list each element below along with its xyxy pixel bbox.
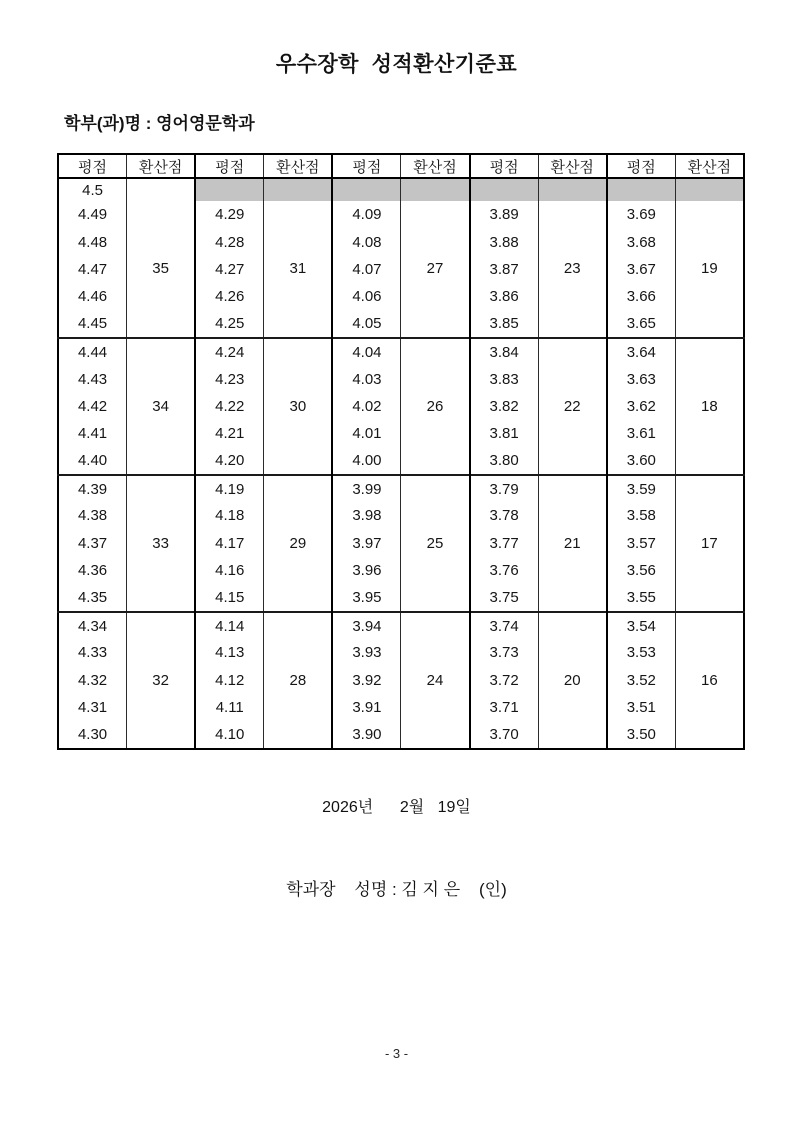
gpa-cell: 4.38 bbox=[77, 507, 108, 525]
date-line: 2026년 2월 19일 bbox=[322, 798, 471, 816]
shaded-cell bbox=[675, 178, 744, 201]
gpa-cell: 3.77 bbox=[470, 530, 539, 557]
gpa-cell: 4.04 bbox=[332, 338, 401, 365]
gpa-cell: 4.10 bbox=[195, 721, 264, 748]
gpa-cell: 4.13 bbox=[195, 639, 264, 666]
gpa-cell: 3.76 bbox=[470, 557, 539, 584]
gpa-cell: 3.54 bbox=[607, 612, 676, 639]
shaded-cell bbox=[538, 178, 607, 201]
gpa-cell: 4.32 bbox=[77, 671, 108, 689]
gpa-cell: 3.57 bbox=[607, 530, 676, 557]
score-cell: 31 bbox=[264, 201, 333, 338]
gpa-cell: 3.60 bbox=[607, 448, 676, 475]
gpa-cell: 3.50 bbox=[607, 721, 676, 748]
table-row bbox=[58, 612, 744, 639]
gpa-cell: 3.89 bbox=[470, 201, 539, 228]
gpa-cell: 3.87 bbox=[470, 256, 539, 283]
gpa-cell: 4.49 bbox=[77, 206, 108, 224]
gpa-cell: 3.58 bbox=[607, 502, 676, 529]
score-cell: 34 bbox=[127, 338, 196, 475]
score-cell: 17 bbox=[675, 475, 744, 612]
gpa-cell: 4.09 bbox=[332, 201, 401, 228]
shaded-cell bbox=[401, 178, 470, 201]
page-title: 우수장학 성적환산기준표 bbox=[275, 53, 518, 76]
shaded-cell bbox=[607, 178, 676, 201]
header-gpa: 평점 bbox=[332, 154, 401, 178]
gpa-cell: 4.33 bbox=[77, 644, 108, 662]
table-row bbox=[58, 201, 744, 228]
gpa-cell: 3.63 bbox=[607, 365, 676, 392]
score-cell bbox=[127, 178, 196, 201]
page-number: - 3 - bbox=[384, 1046, 409, 1061]
gpa-cell: 4.22 bbox=[195, 393, 264, 420]
gpa-cell: 3.68 bbox=[607, 228, 676, 255]
score-cell: 29 bbox=[264, 475, 333, 612]
gpa-cell: 4.44 bbox=[58, 338, 127, 365]
gpa-cell: 4.28 bbox=[195, 228, 264, 255]
gpa-cell: 3.67 bbox=[607, 256, 676, 283]
table-row bbox=[58, 338, 744, 365]
gpa-cell: 4.45 bbox=[77, 315, 108, 333]
table-row-top bbox=[58, 178, 744, 201]
gpa-cell: 4.30 bbox=[77, 726, 108, 744]
score-cell: 21 bbox=[538, 475, 607, 612]
gpa-cell: 4.19 bbox=[195, 475, 264, 502]
gpa-cell: 4.43 bbox=[77, 370, 108, 388]
header-score: 환산점 bbox=[538, 154, 607, 178]
table-body bbox=[58, 178, 744, 749]
header-gpa: 평점 bbox=[607, 154, 676, 178]
department-label: 학부(과)명 : 영어영문학과 bbox=[64, 114, 255, 133]
score-cell: 35 bbox=[127, 201, 196, 338]
gpa-cell: 3.61 bbox=[607, 420, 676, 447]
gpa-cell: 3.51 bbox=[607, 694, 676, 721]
gpa-cell: 3.74 bbox=[470, 612, 539, 639]
gpa-cell: 3.82 bbox=[470, 393, 539, 420]
gpa-cell: 3.98 bbox=[332, 502, 401, 529]
score-cell: 23 bbox=[538, 201, 607, 338]
header-gpa: 평점 bbox=[58, 154, 127, 178]
gpa-cell: 3.88 bbox=[470, 228, 539, 255]
gpa-cell: 4.23 bbox=[195, 365, 264, 392]
gpa-cell: 3.86 bbox=[470, 283, 539, 310]
gpa-cell: 3.94 bbox=[332, 612, 401, 639]
gpa-cell: 3.79 bbox=[470, 475, 539, 502]
gpa-cell: 3.93 bbox=[332, 639, 401, 666]
gpa-cell: 3.64 bbox=[607, 338, 676, 365]
gpa-cell: 4.34 bbox=[58, 612, 127, 639]
score-cell: 19 bbox=[675, 201, 744, 338]
score-cell: 18 bbox=[675, 338, 744, 475]
gpa-cell: 4.42 bbox=[77, 397, 108, 415]
gpa-cell: 3.65 bbox=[607, 311, 676, 338]
gpa-cell: 4.12 bbox=[195, 667, 264, 694]
gpa-cell: 4.29 bbox=[195, 201, 264, 228]
gpa-cell: 4.46 bbox=[77, 288, 108, 306]
gpa-cell: 4.25 bbox=[195, 311, 264, 338]
gpa-cell: 4.14 bbox=[195, 612, 264, 639]
gpa-cell: 4.39 bbox=[58, 475, 127, 502]
gpa-cell: 4.07 bbox=[332, 256, 401, 283]
score-cell: 16 bbox=[675, 612, 744, 749]
score-cell: 22 bbox=[538, 338, 607, 475]
gpa-cell: 3.75 bbox=[470, 584, 539, 611]
gpa-cell: 4.16 bbox=[195, 557, 264, 584]
score-cell: 27 bbox=[401, 201, 470, 338]
score-cell: 24 bbox=[401, 612, 470, 749]
gpa-cell: 4.47 bbox=[77, 260, 108, 278]
gpa-cell: 3.56 bbox=[607, 557, 676, 584]
table-row bbox=[58, 475, 744, 502]
gpa-cell: 3.62 bbox=[607, 393, 676, 420]
header-score: 환산점 bbox=[127, 154, 196, 178]
gpa-cell: 3.99 bbox=[332, 475, 401, 502]
gpa-cell: 3.80 bbox=[470, 448, 539, 475]
header-gpa: 평점 bbox=[195, 154, 264, 178]
gpa-cell: 4.41 bbox=[77, 425, 108, 443]
gpa-cell: 3.59 bbox=[607, 475, 676, 502]
header-gpa: 평점 bbox=[470, 154, 539, 178]
score-cell: 33 bbox=[127, 475, 196, 612]
gpa-cell: 3.83 bbox=[470, 365, 539, 392]
gpa-cell: 4.27 bbox=[195, 256, 264, 283]
gpa-cell: 4.24 bbox=[195, 338, 264, 365]
gpa-cell: 4.37 bbox=[77, 534, 108, 552]
score-cell: 30 bbox=[264, 338, 333, 475]
gpa-cell: 3.73 bbox=[470, 639, 539, 666]
gpa-cell: 4.05 bbox=[332, 311, 401, 338]
gpa-cell: 4.06 bbox=[332, 283, 401, 310]
gpa-cell: 3.78 bbox=[470, 502, 539, 529]
gpa-cell: 3.96 bbox=[332, 557, 401, 584]
score-cell: 20 bbox=[538, 612, 607, 749]
gpa-cell: 3.70 bbox=[470, 721, 539, 748]
gpa-cell: 3.66 bbox=[607, 283, 676, 310]
gpa-cell: 3.52 bbox=[607, 667, 676, 694]
gpa-cell: 4.40 bbox=[77, 452, 108, 470]
gpa-cell: 4.18 bbox=[195, 502, 264, 529]
gpa-cell: 4.5 bbox=[82, 181, 103, 199]
gpa-cell: 3.97 bbox=[332, 530, 401, 557]
shaded-cell bbox=[332, 178, 401, 201]
gpa-cell: 4.00 bbox=[332, 448, 401, 475]
header-score: 환산점 bbox=[675, 154, 744, 178]
gpa-cell: 3.91 bbox=[332, 694, 401, 721]
gpa-cell: 3.95 bbox=[332, 584, 401, 611]
gpa-cell: 3.72 bbox=[470, 667, 539, 694]
gpa-cell: 4.11 bbox=[195, 694, 264, 721]
gpa-cell: 3.84 bbox=[470, 338, 539, 365]
gpa-cell: 4.31 bbox=[77, 699, 108, 717]
signature-line: 학과장 성명 : 김 지 은 (인) bbox=[286, 879, 507, 899]
conversion-table bbox=[57, 153, 745, 750]
gpa-cell: 4.01 bbox=[332, 420, 401, 447]
gpa-cell: 3.71 bbox=[470, 694, 539, 721]
gpa-cell: 3.90 bbox=[332, 721, 401, 748]
gpa-cell: 4.26 bbox=[195, 283, 264, 310]
shaded-cell bbox=[195, 178, 264, 201]
gpa-cell: 4.03 bbox=[332, 365, 401, 392]
gpa-cell: 4.36 bbox=[77, 562, 108, 580]
header-score: 환산점 bbox=[264, 154, 333, 178]
gpa-cell: 4.08 bbox=[332, 228, 401, 255]
gpa-cell: 3.69 bbox=[607, 201, 676, 228]
gpa-cell: 3.92 bbox=[332, 667, 401, 694]
header-score: 환산점 bbox=[401, 154, 470, 178]
gpa-cell: 4.35 bbox=[77, 589, 108, 607]
gpa-cell: 3.55 bbox=[607, 584, 676, 611]
shaded-cell bbox=[470, 178, 539, 201]
score-cell: 28 bbox=[264, 612, 333, 749]
shaded-cell bbox=[264, 178, 333, 201]
gpa-cell: 4.20 bbox=[195, 448, 264, 475]
table-header bbox=[58, 154, 744, 178]
gpa-cell: 4.02 bbox=[332, 393, 401, 420]
gpa-cell: 4.17 bbox=[195, 530, 264, 557]
gpa-cell: 3.81 bbox=[470, 420, 539, 447]
gpa-cell: 4.15 bbox=[195, 584, 264, 611]
table-header-row bbox=[58, 154, 744, 178]
gpa-cell: 4.48 bbox=[77, 233, 108, 251]
score-cell: 26 bbox=[401, 338, 470, 475]
score-cell: 25 bbox=[401, 475, 470, 612]
gpa-cell: 3.85 bbox=[470, 311, 539, 338]
gpa-cell: 3.53 bbox=[607, 639, 676, 666]
gpa-cell: 4.21 bbox=[195, 420, 264, 447]
score-cell: 32 bbox=[127, 612, 196, 749]
